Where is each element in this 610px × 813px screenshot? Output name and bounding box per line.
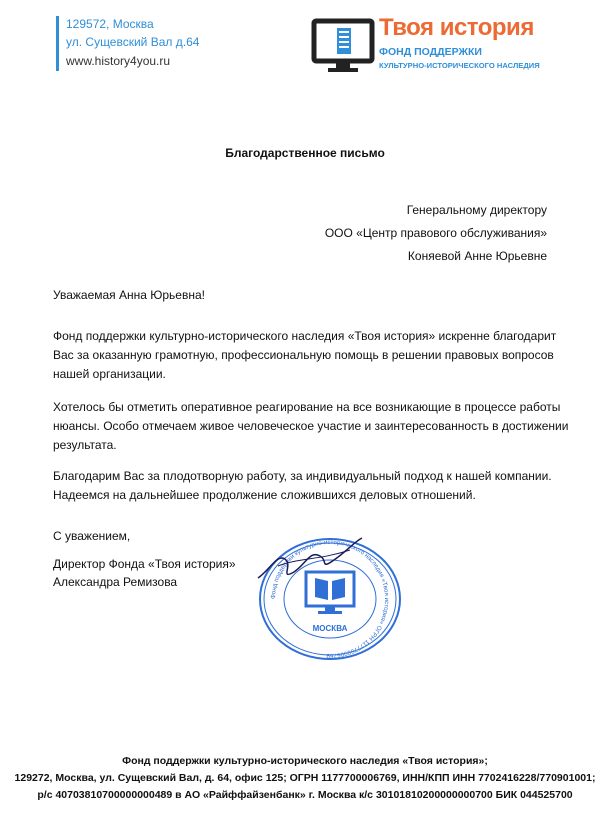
paragraph-2-line-3: результата. <box>53 438 117 452</box>
letter-title: Благодарственное письмо <box>225 146 385 160</box>
handwritten-signature <box>250 530 370 590</box>
paragraph-1-line-3: нашей организации. <box>53 367 166 381</box>
header-accent-bar <box>56 16 59 71</box>
logo-subtitle-1: ФОНД ПОДДЕРЖКИ <box>379 46 482 58</box>
paragraph-2-line-1: Хотелось бы отметить оперативное реагирование на все возникающие в процессе работы <box>53 400 561 414</box>
website-link[interactable]: www.history4you.ru <box>66 54 171 68</box>
recipient-line-2: ООО «Центр правового обслуживания» <box>324 226 547 240</box>
paragraph-3-line-2: Надеемся на дальнейшее продолжение сложившихся деловых отношений. <box>53 488 476 502</box>
footer-line-3: р/с 40703810700000000489 в АО «Райффайзенбанк» г. Москва к/с 30101810200000000700 БИК 044525700 <box>37 789 573 801</box>
footer-line-1: Фонд поддержки культурно-исторического наследия «Твоя история»; <box>122 755 488 767</box>
paragraph-1-line-2: Вас за оказанную грамотную, профессиональную помощь в решении правовых вопросов <box>53 348 554 362</box>
recipient-line-1: Генеральному директору <box>406 203 547 217</box>
paragraph-3-line-1: Благодарим Вас за плодотворную работу, за индивидуальный подход к нашей компании. <box>53 469 552 483</box>
stamp-outer-text: Фонд поддержки культурно-исторического наследия «Твоя история» ОГРН 1177700006769 <box>269 538 391 660</box>
monitor-book-icon <box>311 18 375 76</box>
footer-line-2: 129272, Москва, ул. Сущевский Вал, д. 64, офис 125; ОГРН 1177700006769, ИНН/КПП ИНН 7702416228/770901001; <box>14 772 596 784</box>
recipient-line-3: Коняевой Анне Юрьевне <box>407 249 547 263</box>
logo-title: Твоя история <box>379 14 534 41</box>
paragraph-2-line-2: нюансы. Особо отмечаем живое человеческое участие и заинтересованность в достижении <box>53 419 569 433</box>
signer-title: Директор Фонда «Твоя история» <box>53 557 236 571</box>
closing: С уважением, <box>53 529 131 543</box>
address-line-1: 129572, Москва <box>66 17 154 31</box>
paragraph-1-line-1: Фонд поддержки культурно-исторического наследия «Твоя история» искренне благодарит <box>53 329 557 343</box>
address-line-2: ул. Сущевский Вал д.64 <box>66 35 200 49</box>
greeting: Уважаемая Анна Юрьевна! <box>53 288 205 302</box>
signer-name: Александра Ремизова <box>53 575 178 589</box>
stamp-city: МОСКВА <box>312 624 348 633</box>
logo-subtitle-2: КУЛЬТУРНО-ИСТОРИЧЕСКОГО НАСЛЕДИЯ <box>379 61 540 70</box>
